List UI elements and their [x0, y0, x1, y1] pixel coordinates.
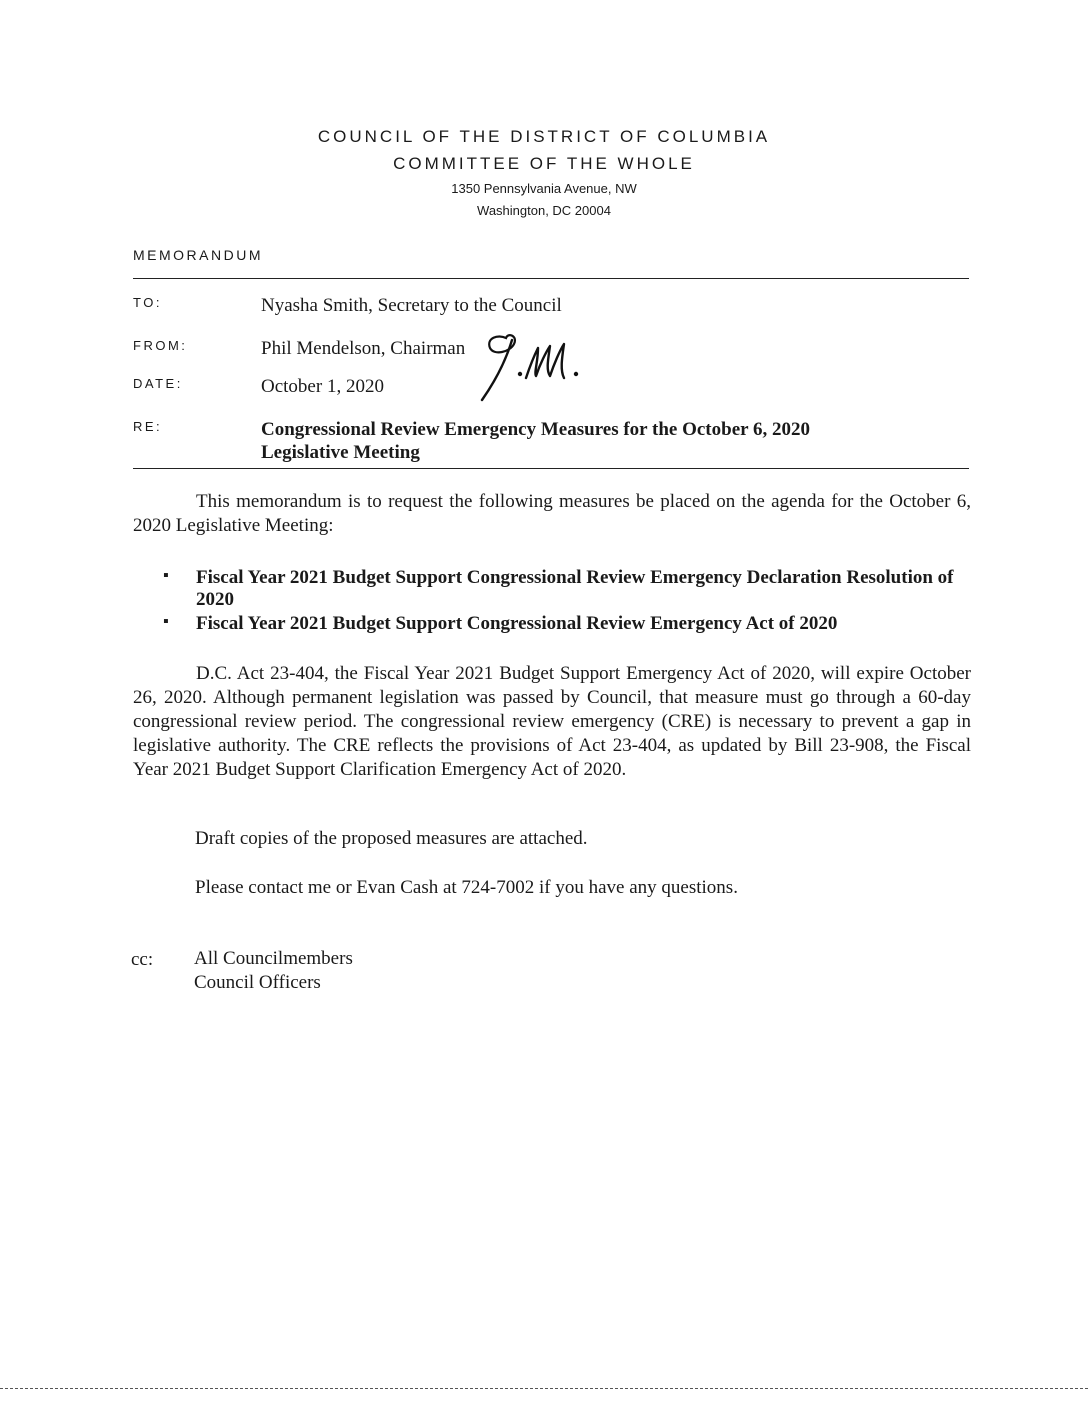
- intro-paragraph: This memorandum is to request the following measures be placed on the agenda for the October 6, 2020 Legislative Meeting:: [133, 491, 971, 536]
- letterhead-org: COUNCIL OF THE DISTRICT OF COLUMBIA: [317, 127, 771, 146]
- measure-item: Fiscal Year 2021 Budget Support Congressional Review Emergency Declaration Resolution of 2020: [196, 567, 954, 610]
- date-label: DATE:: [133, 376, 183, 391]
- to-label: TO:: [133, 295, 162, 310]
- re-line1: Congressional Review Emergency Measures for the October 6, 2020: [261, 419, 810, 440]
- signature-initials: [476, 330, 586, 405]
- scan-edge-line: [0, 1388, 1088, 1389]
- re-line2: Legislative Meeting: [261, 442, 420, 463]
- explanation-paragraph: D.C. Act 23-404, the Fiscal Year 2021 Budget Support Emergency Act of 2020, will expire October 26, 2020. Although permanent legislation was passed by Council, that measure must go through a 60-day congressional review period. The congressional review emergency (CRE) is necessary to prevent a gap in legislative authority. The CRE reflects the provisions of Act 23-404, as updated by Bill 23-908, the Fiscal Year 2021 Budget Support Clarification Emergency Act of 2020.: [133, 663, 971, 780]
- memo-label: MEMORANDUM: [133, 247, 263, 263]
- bullet-marker: ▪: [163, 613, 169, 630]
- re-label: RE:: [133, 419, 163, 434]
- header-bottom-rule: [133, 468, 969, 469]
- measure-item: Fiscal Year 2021 Budget Support Congressional Review Emergency Act of 2020: [196, 613, 838, 634]
- from-value: Phil Mendelson, Chairman: [261, 338, 466, 359]
- letterhead-address-line1: 1350 Pennsylvania Avenue, NW: [451, 181, 637, 196]
- draft-note: Draft copies of the proposed measures are attached.: [195, 828, 588, 849]
- cc-recipient: Council Officers: [194, 972, 321, 993]
- re-value: [261, 418, 961, 464]
- letterhead-address-line2: Washington, DC 20004: [477, 203, 611, 218]
- contact-note: Please contact me or Evan Cash at 724-7002 if you have any questions.: [195, 877, 738, 898]
- letterhead-committee: COMMITTEE OF THE WHOLE: [393, 154, 695, 173]
- date-value: October 1, 2020: [261, 376, 384, 397]
- header-top-rule: [133, 278, 969, 279]
- cc-label: cc:: [131, 949, 154, 970]
- from-label: FROM:: [133, 338, 188, 353]
- bullet-marker: ▪: [163, 567, 169, 584]
- cc-recipient: All Councilmembers: [194, 948, 353, 969]
- to-value: Nyasha Smith, Secretary to the Council: [261, 295, 562, 316]
